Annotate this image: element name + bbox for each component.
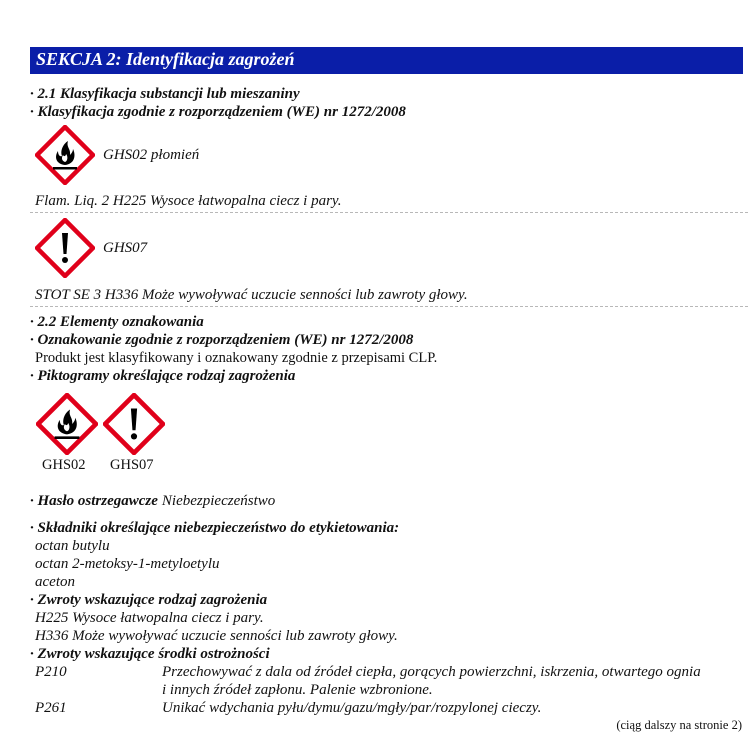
ghs02-label: GHS02 płomień: [103, 147, 200, 163]
divider: [30, 306, 748, 307]
precaution-text: Unikać wdychania pyłu/dymu/gazu/mgły/par/rozpylonej cieczy.: [162, 700, 542, 716]
labelling-heading: · Oznakowanie zgodnie z rozporządzeniem (WE) nr 1272/2008: [30, 332, 414, 348]
component-item: octan butylu: [35, 538, 110, 554]
section-2-1-heading: · 2.1 Klasyfikacja substancji lub mieszaniny: [30, 86, 300, 102]
precaution-code: P261: [35, 700, 67, 716]
components-heading: · Składniki określające niebezpieczeństwo do etykietowania:: [30, 520, 400, 536]
divider: [30, 212, 748, 213]
continued-note: (ciąg dalszy na stronie 2): [616, 718, 742, 732]
classification-flam-liq: Flam. Liq. 2 H225 Wysoce łatwopalna ciecz i pary.: [35, 193, 342, 209]
section-2-2-heading: · 2.2 Elementy oznakowania: [30, 314, 204, 330]
signal-word-label: · Hasło ostrzegawcze: [30, 493, 158, 509]
hazard-statements-heading: · Zwroty wskazujące rodzaj zagrożenia: [30, 592, 268, 608]
ghs07-label: GHS07: [103, 240, 148, 256]
precaution-text: i innych źródeł zapłonu. Palenie wzbronione.: [162, 682, 433, 698]
flame-pictogram-icon: [36, 393, 98, 455]
clp-note: Produkt jest klasyfikowany i oznakowany zgodnie z przepisami CLP.: [35, 350, 438, 366]
exclamation-pictogram-icon: [35, 218, 95, 278]
classification-heading: · Klasyfikacja zgodnie z rozporządzeniem (WE) nr 1272/2008: [30, 104, 406, 120]
precaution-text: Przechowywać z dala od źródeł ciepła, gorących powierzchni, iskrzenia, otwartego ognia: [162, 664, 701, 680]
section-title: SEKCJA 2: Identyfikacja zagrożeń: [36, 49, 295, 69]
flame-pictogram-icon: [35, 125, 95, 185]
signal-word: Niebezpieczeństwo: [161, 493, 276, 509]
section-header: [30, 47, 743, 74]
hazard-statement: H336 Może wywoływać uczucie senności lub zawroty głowy.: [35, 628, 398, 644]
component-item: aceton: [35, 574, 75, 590]
pictogram-label-ghs02: GHS02: [42, 457, 86, 473]
hazard-statement: H225 Wysoce łatwopalna ciecz i pary.: [35, 610, 264, 626]
classification-stot-se: STOT SE 3 H336 Może wywoływać uczucie senności lub zawroty głowy.: [35, 287, 468, 303]
precautionary-statements-heading: · Zwroty wskazujące środki ostrożności: [30, 646, 270, 662]
component-item: octan 2-metoksy-1-metyloetylu: [35, 556, 220, 572]
pictogram-label-ghs07: GHS07: [110, 457, 154, 473]
signal-word-row: [30, 492, 275, 510]
pictograms-heading: · Piktogramy określające rodzaj zagrożenia: [30, 368, 296, 384]
precaution-code: P210: [35, 664, 67, 680]
exclamation-pictogram-icon: [103, 393, 165, 455]
